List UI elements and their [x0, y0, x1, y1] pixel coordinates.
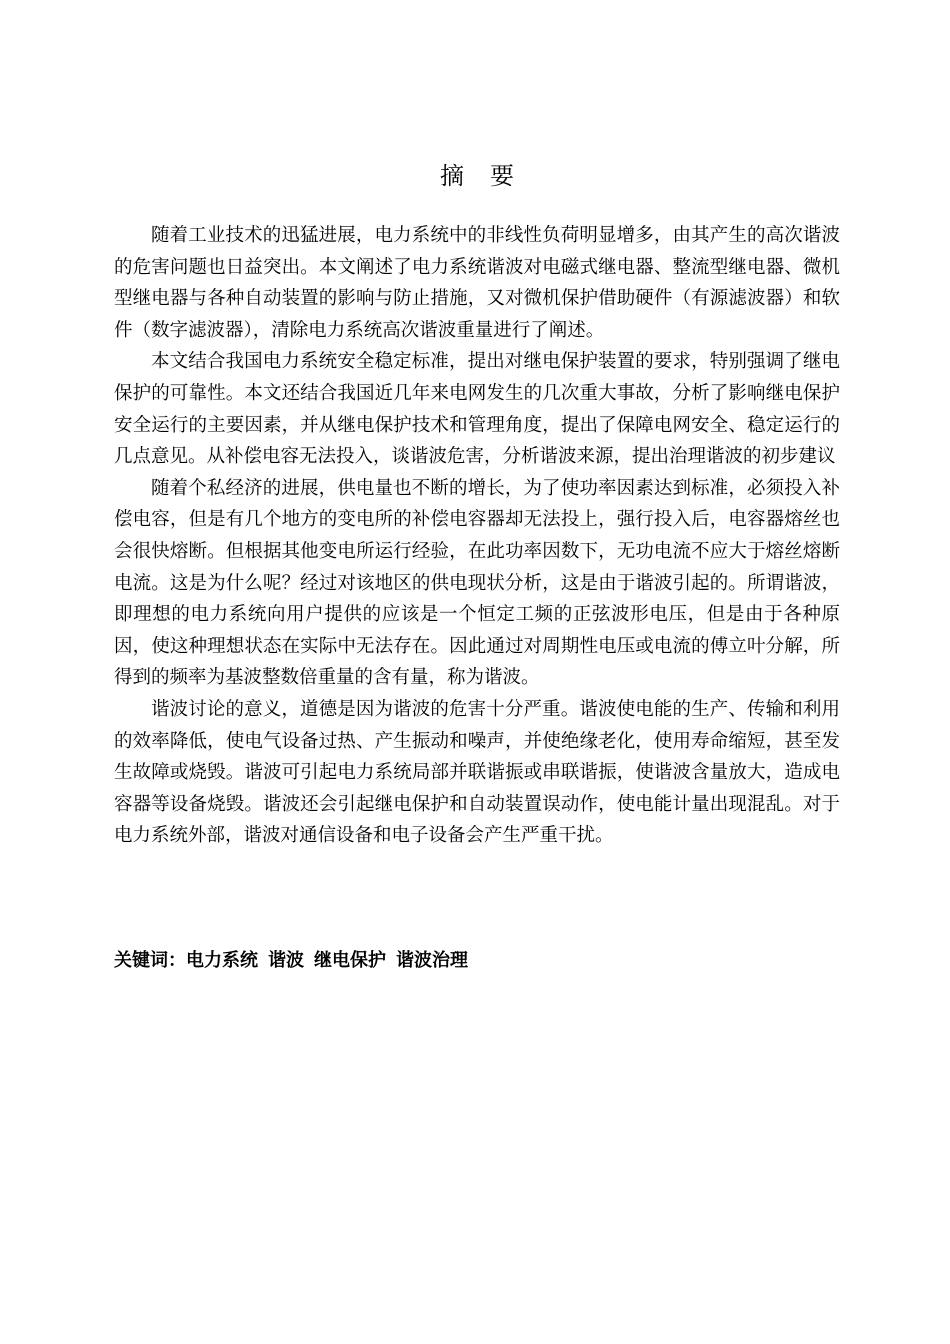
- abstract-paragraph-3: 随着个私经济的进展，供电量也不断的增长，为了使功率因素达到标准，必须投入补偿电容，但是有几个地方的变电所的补偿电容器却无法投上，强行投入后，电容器熔丝也会很快熔断。但根据其他变电所运行经验，在此功率因数下，无功电流不应大于熔丝熔断电流。这是为什么呢？经过对该地区的供电现状分析，这是由于谐波引起的。所谓谐波，即理想的电力系统向用户提供的应该是一个恒定工频的正弦波形电压，但是由于各种原因，使这种理想状态在实际中无法存在。因此通过对周期性电压或电流的傅立叶分解，所得到的频率为基波整数倍重量的含有量，称为谐波。: [114, 477, 840, 689]
- abstract-paragraph-1: 随着工业技术的迅猛进展，电力系统中的非线性负荷明显增多，由其产生的高次谐波的危害问题也日益突出。本文阐述了电力系统谐波对电磁式继电器、整流型继电器、微机型继电器与各种自动装置的影响与防止措施，又对微机保护借助硬件（有源滤波器）和软件（数字滤波器），清除电力系统高次谐波重量进行了阐述。: [114, 225, 840, 341]
- keyword-term: 谐波: [268, 950, 304, 971]
- keyword-term: 电力系统: [186, 950, 258, 971]
- abstract-paragraph-4: 谐波讨论的意义，道德是因为谐波的危害十分严重。谐波使电能的生产、传输和利用的效率降低，使电气设备过热、产生振动和噪声，并使绝缘老化，使用寿命缩短，甚至发生故障或烧毁。谐波可引起电力系统局部并联谐振或串联谐振，使谐波含量放大，造成电容器等设备烧毁。谐波还会引起继电保护和自动装置误动作，使电能计量出现混乱。对于电力系统外部，谐波对通信设备和电子设备会产生严重干扰。: [114, 698, 840, 847]
- title-char-1: 摘: [440, 162, 464, 190]
- abstract-body: [114, 220, 840, 852]
- keywords-line: [114, 946, 840, 976]
- keywords-label: 关键词：: [114, 950, 186, 971]
- keyword-term: 继电保护: [314, 950, 386, 971]
- title-char-2: 要: [490, 162, 514, 190]
- page-title: [114, 158, 840, 194]
- keyword-term: 谐波治理: [396, 950, 468, 971]
- abstract-paragraph-2: 本文结合我国电力系统安全稳定标准，提出对继电保护装置的要求，特别强调了继电保护的可靠性。本文还结合我国近几年来电网发生的几次重大事故，分析了影响继电保护安全运行的主要因素，并从继电保护技术和管理角度，提出了保障电网安全、稳定运行的几点意见。从补偿电容无法投入，谈谐波危害，分析谐波来源，提出治理谐波的初步建议: [114, 351, 840, 468]
